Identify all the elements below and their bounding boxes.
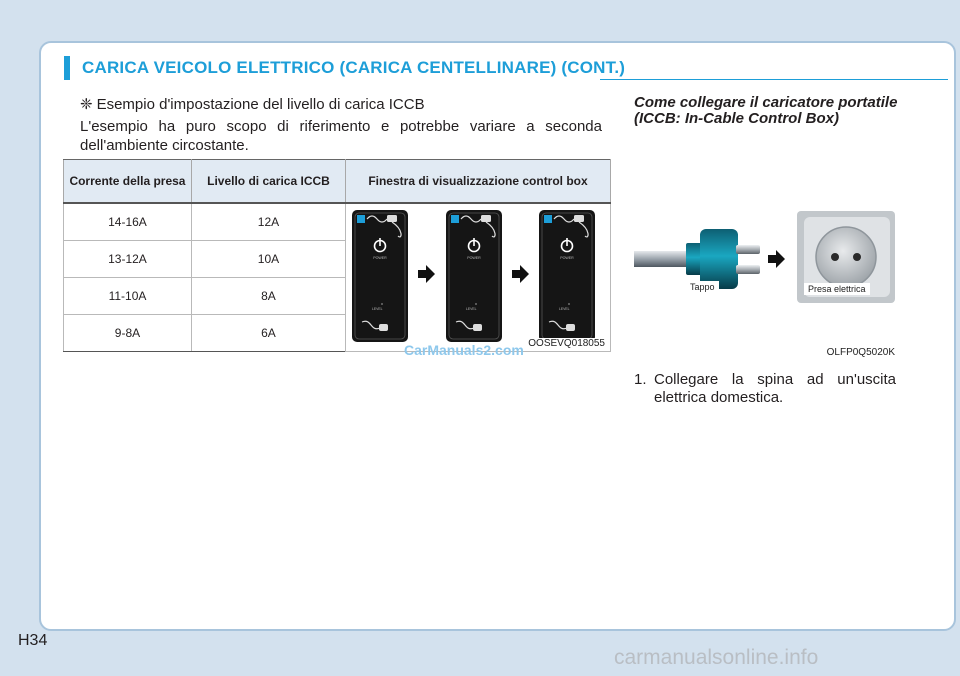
photo-code: OLFP0Q5020K — [826, 347, 895, 358]
cell-current: 9-8A — [64, 315, 192, 352]
step-text: Collegare la spina ad un'uscita elettrica domestica. — [654, 371, 896, 406]
cell-current: 13-12A — [64, 241, 192, 278]
footer-site-link[interactable]: carmanualsonline.info — [614, 646, 819, 669]
control-box-illustration — [346, 203, 611, 352]
step-number: 1. — [634, 371, 647, 388]
cell-current: 14-16A — [64, 203, 192, 241]
header-level: Livello di carica ICCB — [191, 160, 345, 204]
control-box-sequence-icon — [346, 206, 610, 350]
header-display-window: Finestra di visualizzazione control box — [346, 160, 611, 204]
plug-socket-photo — [634, 155, 897, 359]
cell-level: 10A — [191, 241, 345, 278]
cell-level: 6A — [191, 315, 345, 352]
header-current: Corrente della presa — [64, 160, 192, 204]
cell-current: 11-10A — [64, 278, 192, 315]
section-subheading: Come collegare il caricatore portatile (ICCB: In-Cable Control Box) — [634, 94, 898, 127]
reference-paragraph: L'esempio ha puro scopo di riferimento e potrebbe variare a seconda dell'ambiente circostante. — [80, 118, 602, 154]
table-row — [64, 203, 611, 241]
cell-level: 8A — [191, 278, 345, 315]
page-number: H34 — [18, 632, 48, 649]
step-item — [634, 371, 896, 407]
table-header-row — [64, 160, 611, 204]
title-accent-bar — [64, 56, 70, 80]
plug-socket-illustration-icon — [634, 155, 897, 359]
socket-label: Presa elettrica — [804, 283, 870, 295]
charge-level-table — [63, 159, 611, 352]
section-title: CARICA VEICOLO ELETTRICO (CARICA CENTELLINARE) (CONT.) — [82, 58, 626, 77]
watermark-link[interactable]: CarManuals2.com — [404, 342, 524, 358]
cell-level: 12A — [191, 203, 345, 241]
illustration-code: OOSEVQ018055 — [528, 338, 605, 349]
example-note — [80, 95, 425, 113]
plug-label: Tappo — [686, 281, 719, 293]
title-underline — [600, 79, 948, 80]
note-text: Esempio d'impostazione del livello di carica ICCB — [96, 96, 425, 113]
note-mark-icon: ❈ — [80, 96, 93, 113]
